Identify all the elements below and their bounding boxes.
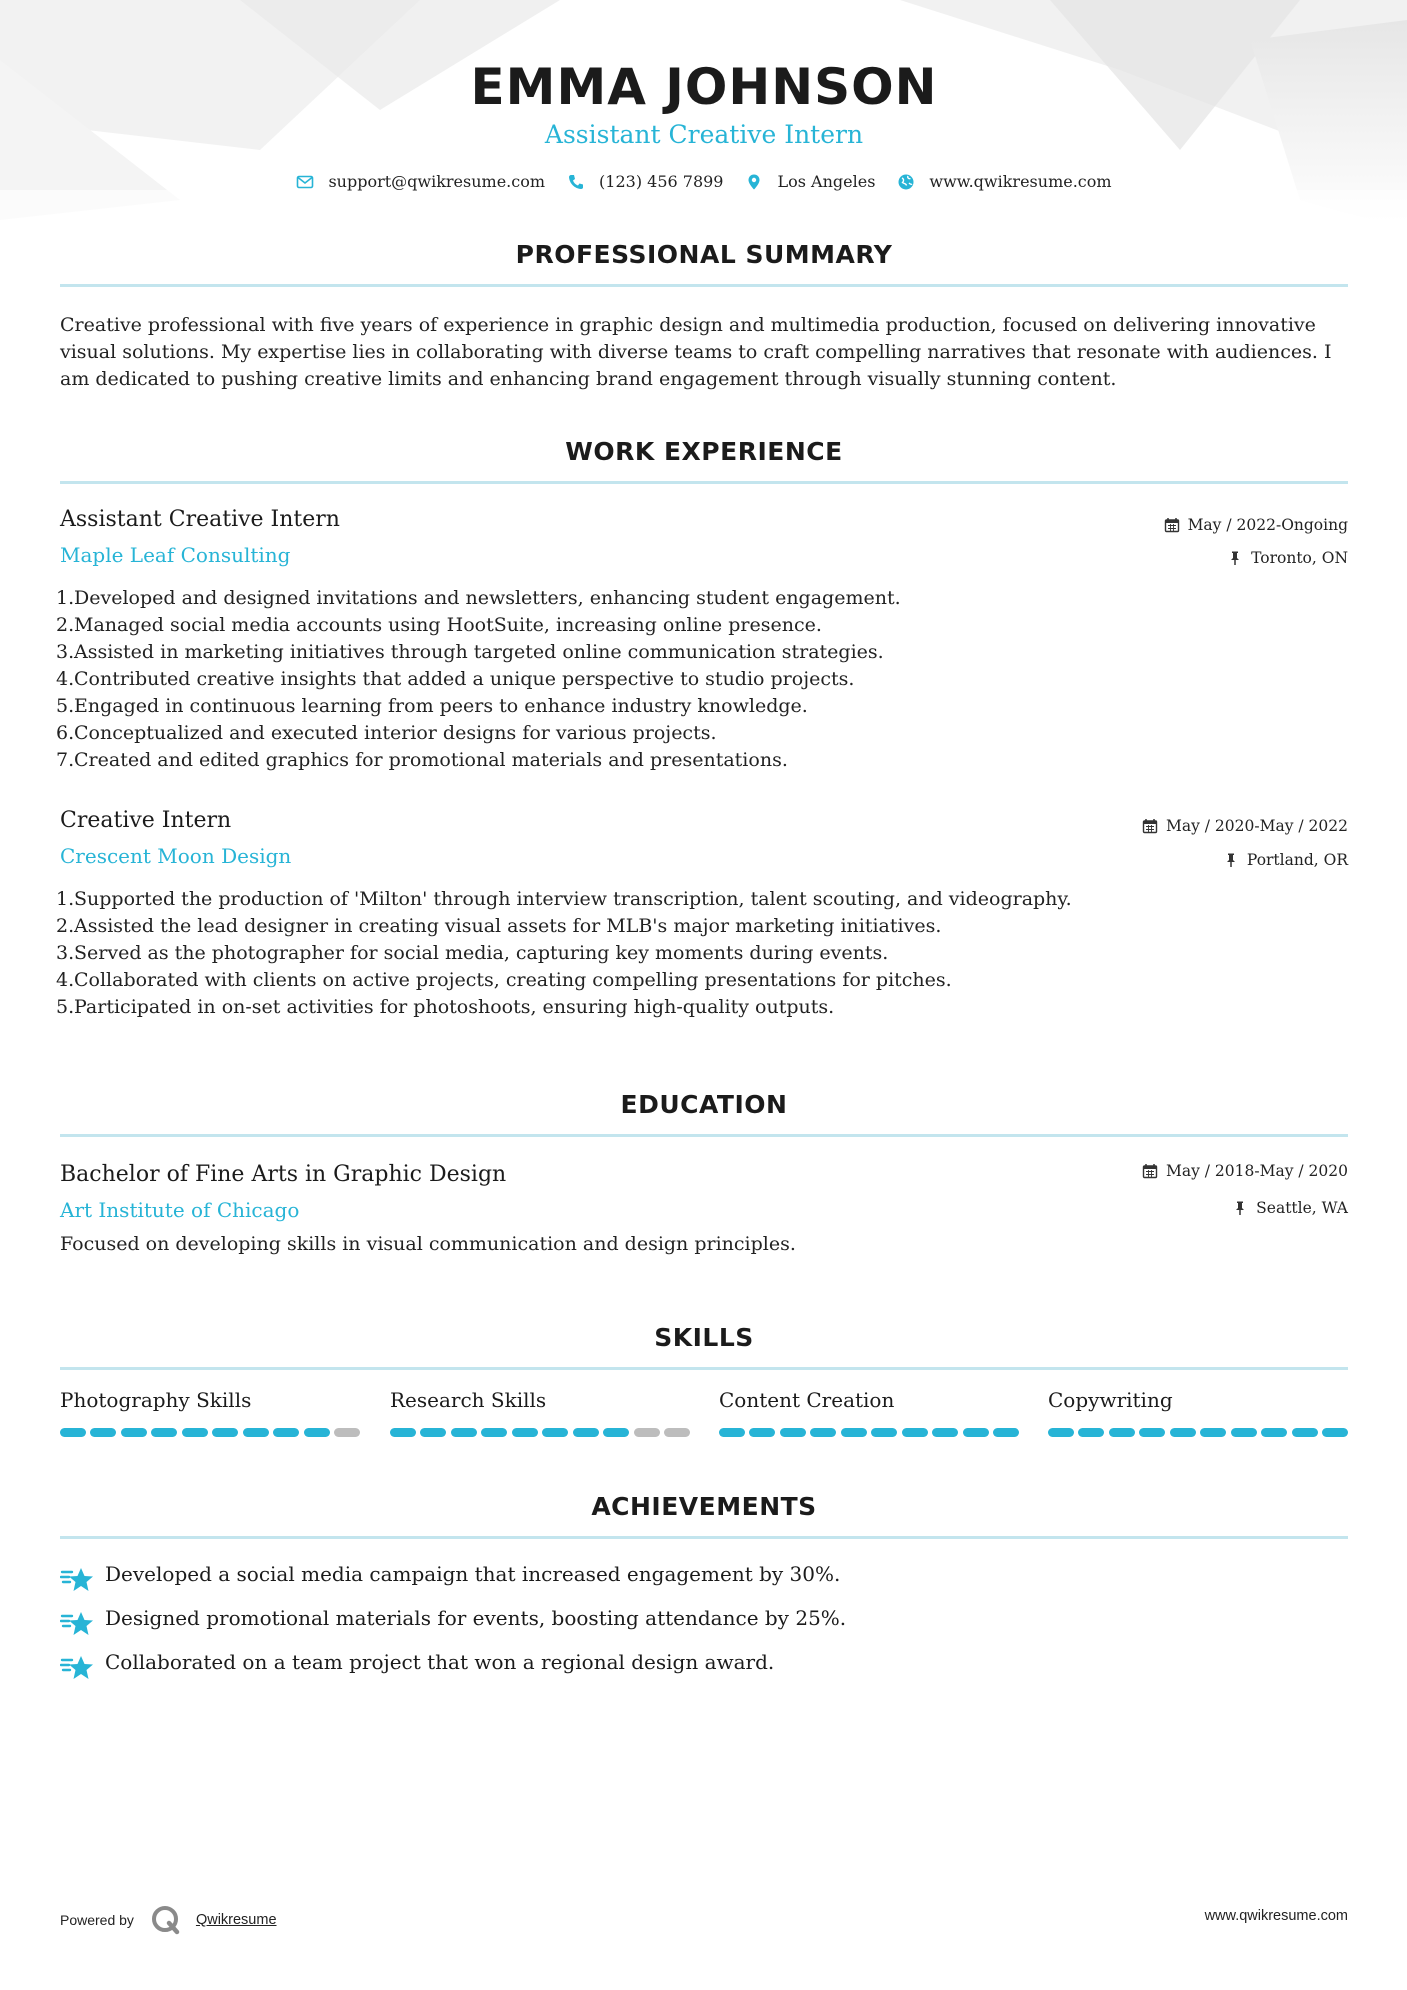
envelope-icon <box>296 173 314 191</box>
job-location <box>1227 549 1348 567</box>
education-description: Focused on developing skills in visual communication and design principles. <box>60 1233 796 1255</box>
skill-item <box>1048 1388 1348 1412</box>
job-date-text: May / 2022-Ongoing <box>1187 516 1348 534</box>
shooting-star-icon <box>60 1608 94 1640</box>
skill-dot-filled <box>90 1428 116 1437</box>
skill-name: Research Skills <box>390 1388 547 1412</box>
achievement-item <box>60 1606 1348 1646</box>
map-pin-icon <box>745 173 763 191</box>
contact-website[interactable] <box>897 172 1111 191</box>
job-bullets <box>56 886 1348 1021</box>
skill-dot-filled <box>1292 1428 1318 1437</box>
qwikresume-logo-icon <box>150 1904 182 1936</box>
list-item: 2. Assisted the lead designer in creating visual assets for MLB's major marketing initiatives. <box>56 915 942 937</box>
achievements-divider <box>60 1536 1348 1539</box>
skill-name: Photography Skills <box>60 1388 252 1412</box>
education-location <box>1232 1199 1348 1217</box>
achievements-heading: ACHIEVEMENTS <box>591 1492 817 1521</box>
education-date <box>1142 1162 1348 1180</box>
skill-dot-empty <box>334 1428 360 1437</box>
calendar-icon <box>1142 1163 1158 1179</box>
skill-name: Copywriting <box>1048 1388 1173 1412</box>
skill-level-bar <box>390 1428 690 1437</box>
skill-dot-empty <box>634 1428 660 1437</box>
skill-dot-filled <box>182 1428 208 1437</box>
job-entry <box>56 507 1348 777</box>
skill-dot-filled <box>1200 1428 1226 1437</box>
skill-dot-filled <box>871 1428 897 1437</box>
skill-dot-filled <box>902 1428 928 1437</box>
education-location-text: Seattle, WA <box>1256 1199 1348 1217</box>
skills-grid <box>60 1388 1348 1448</box>
qwikresume-link[interactable]: Qwikresume <box>195 1912 277 1928</box>
skill-dot-filled <box>1139 1428 1165 1437</box>
footer-url[interactable]: www.qwikresume.com <box>1204 1908 1348 1924</box>
skill-dot-filled <box>212 1428 238 1437</box>
job-company: Maple Leaf Consulting <box>60 543 291 567</box>
skill-dot-filled <box>60 1428 86 1437</box>
phone-icon <box>567 173 585 191</box>
skill-dot-filled <box>749 1428 775 1437</box>
contact-email[interactable] <box>296 172 545 191</box>
job-company: Crescent Moon Design <box>60 844 292 868</box>
list-item: 5. Engaged in continuous learning from peers to enhance industry knowledge. <box>56 695 808 717</box>
skill-dot-filled <box>273 1428 299 1437</box>
skill-dot-filled <box>243 1428 269 1437</box>
job-location-text: Toronto, ON <box>1251 549 1348 567</box>
skill-item <box>390 1388 690 1412</box>
footer-branding <box>60 1904 277 1936</box>
pushpin-icon <box>1227 550 1243 566</box>
job-title: Creative Intern <box>60 808 232 833</box>
list-item: 7. Created and edited graphics for promotional materials and presentations. <box>56 749 788 771</box>
powered-by-label: Powered by <box>60 1912 134 1928</box>
skill-item <box>60 1388 360 1412</box>
job-entry <box>56 808 1348 1028</box>
list-item: 3. Assisted in marketing initiatives through targeted online communication strategies. <box>56 641 884 663</box>
skill-name: Content Creation <box>719 1388 895 1412</box>
contact-website-text: www.qwikresume.com <box>929 172 1112 191</box>
summary-heading: PROFESSIONAL SUMMARY <box>515 240 893 269</box>
contact-phone[interactable] <box>567 172 723 191</box>
job-title: Assistant Creative Intern <box>60 507 340 532</box>
job-location-text: Portland, OR <box>1246 851 1348 869</box>
skill-dot-filled <box>1078 1428 1104 1437</box>
achievement-text: Designed promotional materials for events, boosting attendance by 25%. <box>105 1606 847 1630</box>
list-item: 4. Collaborated with clients on active projects, creating compelling presentations for pitches. <box>56 969 952 991</box>
list-item: 6. Conceptualized and executed interior designs for various projects. <box>56 722 717 744</box>
list-item: 2. Managed social media accounts using HootSuite, increasing online presence. <box>56 614 822 636</box>
contact-location-text: Los Angeles <box>777 172 876 191</box>
job-date <box>1142 817 1348 835</box>
contact-bar <box>60 172 1348 191</box>
education-degree: Bachelor of Fine Arts in Graphic Design <box>60 1162 507 1187</box>
work-divider <box>60 481 1348 484</box>
skill-level-bar <box>1048 1428 1348 1437</box>
skill-dot-filled <box>1261 1428 1287 1437</box>
education-school: Art Institute of Chicago <box>60 1198 300 1222</box>
skill-dot-filled <box>1170 1428 1196 1437</box>
list-item: 5. Participated in on-set activities for photoshoots, ensuring high-quality outputs. <box>56 996 835 1018</box>
education-entry <box>60 1162 1348 1272</box>
job-date-text: May / 2020-May / 2022 <box>1165 817 1348 835</box>
pushpin-icon <box>1232 1200 1248 1216</box>
skill-dot-filled <box>121 1428 147 1437</box>
education-date-text: May / 2018-May / 2020 <box>1165 1162 1348 1180</box>
skill-dot-filled <box>993 1428 1019 1437</box>
skill-dot-filled <box>304 1428 330 1437</box>
skill-dot-filled <box>390 1428 416 1437</box>
skill-dot-filled <box>1231 1428 1257 1437</box>
skill-dot-filled <box>1048 1428 1074 1437</box>
shooting-star-icon <box>60 1564 94 1596</box>
list-item: 1. Supported the production of 'Milton' through interview transcription, talent scouting, and videography. <box>56 888 1072 910</box>
skill-level-bar <box>719 1428 1019 1437</box>
skill-dot-filled <box>603 1428 629 1437</box>
globe-icon <box>897 173 915 191</box>
resume-page <box>56 0 1348 1990</box>
skill-dot-empty <box>664 1428 690 1437</box>
skill-dot-filled <box>810 1428 836 1437</box>
skill-dot-filled <box>719 1428 745 1437</box>
skills-divider <box>60 1367 1348 1370</box>
list-item: 1. Developed and designed invitations and newsletters, enhancing student engagement. <box>56 587 901 609</box>
candidate-name: EMMA JOHNSON <box>470 58 938 116</box>
shooting-star-icon <box>60 1652 94 1684</box>
education-heading: EDUCATION <box>620 1090 788 1119</box>
skill-dot-filled <box>963 1428 989 1437</box>
list-item: 4. Contributed creative insights that added a unique perspective to studio projects. <box>56 668 855 690</box>
calendar-icon <box>1164 517 1180 533</box>
skill-dot-filled <box>780 1428 806 1437</box>
summary-divider <box>60 284 1348 287</box>
skill-dot-filled <box>841 1428 867 1437</box>
skill-dot-filled <box>512 1428 538 1437</box>
skill-dot-filled <box>451 1428 477 1437</box>
calendar-icon <box>1142 818 1158 834</box>
contact-phone-text: (123) 456 7899 <box>599 172 724 191</box>
candidate-role: Assistant Creative Intern <box>544 120 864 149</box>
contact-location <box>745 172 875 191</box>
work-heading: WORK EXPERIENCE <box>565 437 843 466</box>
skill-dot-filled <box>420 1428 446 1437</box>
skill-dot-filled <box>1109 1428 1135 1437</box>
education-divider <box>60 1134 1348 1137</box>
skill-dot-filled <box>932 1428 958 1437</box>
job-date <box>1164 516 1348 534</box>
achievement-item <box>60 1650 1348 1690</box>
achievement-text: Developed a social media campaign that increased engagement by 30%. <box>105 1562 841 1586</box>
achievement-item <box>60 1562 1348 1602</box>
skills-heading: SKILLS <box>654 1323 754 1352</box>
skill-item <box>719 1388 1019 1412</box>
skill-dot-filled <box>573 1428 599 1437</box>
list-item: 3. Served as the photographer for social media, capturing key moments during events. <box>56 942 889 964</box>
skill-dot-filled <box>481 1428 507 1437</box>
achievement-text: Collaborated on a team project that won a regional design award. <box>105 1650 775 1674</box>
job-location <box>1223 851 1348 869</box>
job-bullets <box>56 585 1348 774</box>
summary-text: Creative professional with five years of experience in graphic design and multimedia production, focused on delivering innovative visual solutions. My expertise lies in collaborating with diverse teams to craft compelling narratives that resonate with audiences. I am dedicated to pushing creative limits and enhancing brand engagement through visually stunning content. <box>60 314 1332 390</box>
skill-level-bar <box>60 1428 360 1437</box>
contact-email-text: support@qwikresume.com <box>328 172 546 191</box>
skill-dot-filled <box>1322 1428 1348 1437</box>
skill-dot-filled <box>151 1428 177 1437</box>
skill-dot-filled <box>542 1428 568 1437</box>
pushpin-icon <box>1223 852 1239 868</box>
